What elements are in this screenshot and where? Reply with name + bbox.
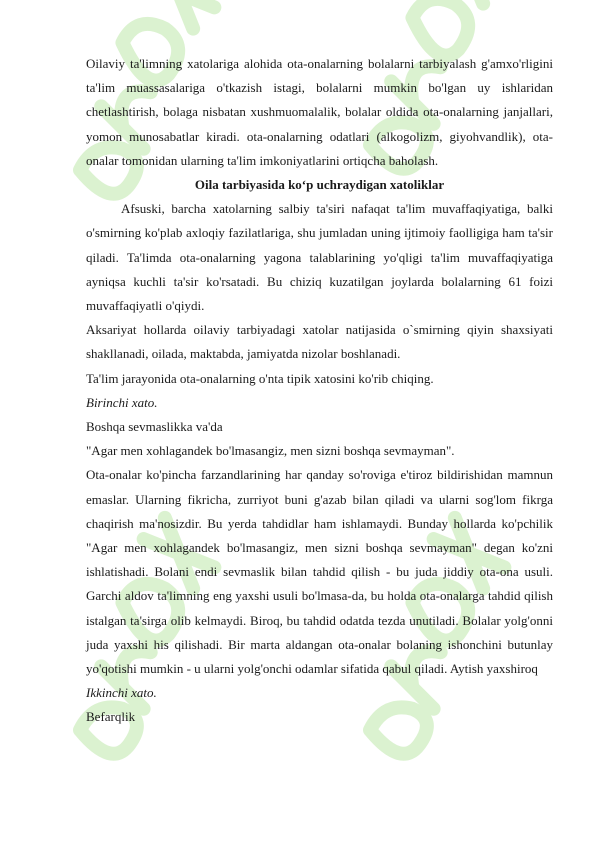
paragraph-ten-mistakes: Ta'lim jarayonida ota-onalarning o'nta tipik xatosini ko'rib chiqing. xyxy=(86,370,434,386)
paragraph-consequences: Aksariyat hollarda oilaviy tarbiyadagi xatolar natijasida o`smirning qiyin shaxsiyati shakllanadi, oilada, maktabda, jamiyatda nizolar boshlanadi. xyxy=(86,322,553,362)
document-body xyxy=(86,52,553,730)
mistake-1-quote: "Agar men xohlagandek bo'lmasangiz, men sizni boshqa sevmayman". xyxy=(86,443,455,459)
watermark-glyph xyxy=(434,0,505,4)
paragraph-effects: Afsuski, barcha xatolarning salbiy ta'siri nafaqat ta'lim muvaffaqiyatiga, balki o'smirning ko'plab axloqiy fazilatlariga, shu jumladan uning ijtimoiy faolligiga ham ta'sir qiladi. Ta'limda ota-onalarning yagona talablarining yo'qligi ta'lim muvaffaqiyatiga ayniqsa kuchli ta'sir ko'rsatadi. Bu chiziq kuzatilgan joylarda bolalarning 61 foizi muvaffaqiyatli o'qiydi. xyxy=(86,201,553,314)
watermark-glyph xyxy=(144,0,215,29)
mistake-1-title: Boshqa sevmaslikka va'da xyxy=(86,419,223,435)
section-heading: Oila tarbiyasida ko‘p uchraydigan xatoliklar xyxy=(194,177,445,193)
mistake-2-title: Befarqlik xyxy=(86,709,136,725)
mistake-1-body: Ota-onalar ko'pincha farzandlarining har qanday so'roviga e'tiroz bildirishidan mamnun emaslar. Ularning fikricha, zurriyot buni g'azab bilan qiladi va ularni sog'lom fikrga chaqirish ma'nosizdir. Bu yerda tahdidlar ham ishlamaydi. Bunday hollarda ko'pchilik "Agar men xohlagandek bo'lmasangiz, men sizni boshqa sevmayman" degan ko'zni ishlatishadi. Bolani endi sevmaslik bilan tahdid qilish - bu juda jiddiy ota-ona usuli. Garchi aldov ta'limning eng yaxshi usuli bo'lmasa-da, bu holda ota-onalarga tahdid qilish istalgan ta'sirga olib kelmaydi. Biroq, bu tahdid odatda tezda unutiladi. Bolalar yolg'onni juda yaxshi his qilishadi. Bir marta aldangan ota-onalar bolaning ishonchini butunlay yo'qotishi mumkin - u ularni yolg'onchi odamlar sifatida qabul qiladi. Aytish yaxshiroq xyxy=(86,467,553,677)
mistake-1-label: Birinchi xato. xyxy=(86,394,158,410)
intro-paragraph: Oilaviy ta'limning xatolariga alohida ota-onalarning bolalarni tarbiyalash g'amxo'rligini ta'lim muassasalariga o'tkazish istagi, bolalarni mumkin bo'lgan uy ishlaridan chetlashtirish, bolaga nisbatan xushmuomalalik, bolalar oldida ota-onalarning janjallari, yomon munosabatlar kiradi. ota-onalarning odatlari (alkogolizm, giyohvandlik), ota-onalar tomonidan ularning ta'lim imkoniyatlarini ortiqcha baholash. xyxy=(86,56,553,168)
mistake-2-label: Ikkinchi xato. xyxy=(86,685,157,701)
